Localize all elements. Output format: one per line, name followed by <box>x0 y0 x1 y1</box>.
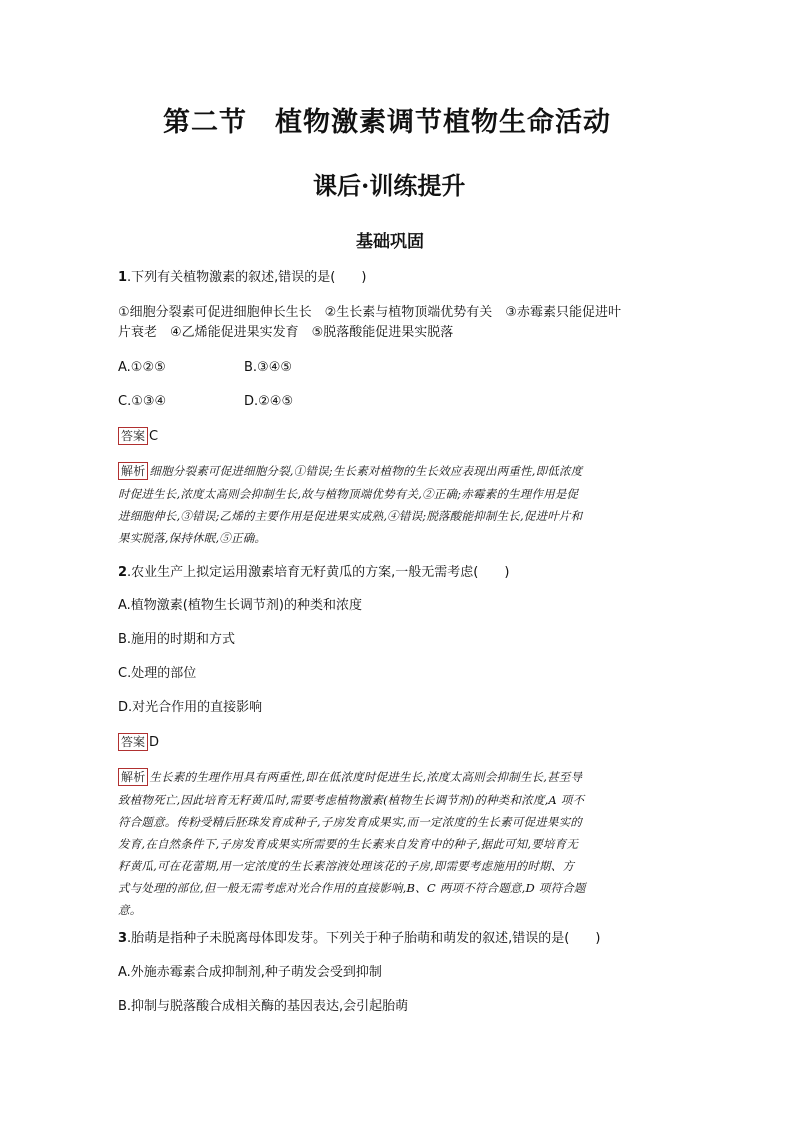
q1-answer <box>118 427 158 445</box>
q2-analysis-line-6: 式与处理的部位,但一般无需考虑对光合作用的直接影响,B、C 两项不符合题意,D 项符合题 <box>118 881 586 895</box>
page-title: 第二节 植物激素调节植物生命活动 <box>163 107 611 138</box>
q1-stem <box>118 268 366 288</box>
q1-analysis-text-1: 细胞分裂素可促进细胞分裂,①错误;生长素对植物的生长效应表现出两重性,即低浓度 <box>149 464 583 478</box>
q2-option-a: A.植物激素(植物生长调节剂)的种类和浓度 <box>118 598 362 613</box>
q1-answer-value: C <box>149 429 159 444</box>
q3-option-a: A.外施赤霉素合成抑制剂,种子萌发会受到抑制 <box>118 965 382 980</box>
q1-option-d: D.②④⑤ <box>244 394 294 409</box>
q2-analysis-line-3: 符合题意。传粉受精后胚珠发育成种子,子房发育成果实,而一定浓度的生长素可促进果实的 <box>118 815 583 829</box>
q1-statements-line-1: ①细胞分裂素可促进细胞伸长生长 ②生长素与植物顶端优势有关 ③赤霉素只能促进叶 <box>118 305 621 320</box>
q2-analysis-line-7: 意。 <box>118 903 142 917</box>
answer-tag: 答案 <box>118 427 148 445</box>
q1-analysis-line-1 <box>118 462 582 480</box>
q1-analysis-line-4: 果实脱落,保持休眠,⑤正确。 <box>118 531 267 545</box>
q1-stem-text: .下列有关植物激素的叙述,错误的是( ) <box>127 270 367 285</box>
page-subtitle: 课后·训练提升 <box>313 171 466 200</box>
q2-analysis-text-1: 生长素的生理作用具有两重性,即在低浓度时促进生长,浓度太高则会抑制生长,甚至导 <box>149 770 583 784</box>
q1-number: 1 <box>118 270 128 285</box>
q1-option-c: C.①③④ <box>118 394 167 409</box>
q2-analysis-line-5: 籽黄瓜,可在花蕾期,用一定浓度的生长素溶液处理该花的子房,即需要考虑施用的时期、方 <box>118 859 575 873</box>
q3-stem <box>118 929 600 949</box>
q1-analysis-line-2: 时促进生长,浓度太高则会抑制生长,故与植物顶端优势有关,②正确;赤霉素的生理作用是促 <box>118 487 579 501</box>
q2-analysis-line-2: 致植物死亡,因此培育无籽黄瓜时,需要考虑植物激素(植物生长调节剂)的种类和浓度,A 项不 <box>118 793 585 807</box>
q2-option-c: C.处理的部位 <box>118 666 197 681</box>
answer-tag: 答案 <box>118 733 148 751</box>
q2-option-b: B.施用的时期和方式 <box>118 632 236 647</box>
analysis-tag: 解析 <box>118 462 148 480</box>
q1-option-b: B.③④⑤ <box>244 360 293 375</box>
q2-number: 2 <box>118 565 128 580</box>
q2-answer-value: D <box>149 735 160 750</box>
q2-analysis-line-1 <box>118 768 582 786</box>
q3-number: 3 <box>118 931 128 946</box>
q1-option-a: A.①②⑤ <box>118 360 166 375</box>
q1-analysis-line-3: 进细胞伸长,③错误;乙烯的主要作用是促进果实成熟,④错误;脱落酸能抑制生长,促进叶片和 <box>118 509 583 523</box>
q3-option-b: B.抑制与脱落酸合成相关酶的基因表达,会引起胎萌 <box>118 999 409 1014</box>
q2-stem <box>118 563 509 583</box>
q3-stem-text: .胎萌是指种子未脱离母体即发芽。下列关于种子胎萌和萌发的叙述,错误的是( ) <box>127 931 601 946</box>
analysis-tag: 解析 <box>118 768 148 786</box>
q2-answer <box>118 733 159 751</box>
q2-stem-text: .农业生产上拟定运用激素培育无籽黄瓜的方案,一般无需考虑( ) <box>127 565 510 580</box>
q2-option-d: D.对光合作用的直接影响 <box>118 700 263 715</box>
section-heading: 基础巩固 <box>356 232 424 252</box>
q1-statements-line-2: 片衰老 ④乙烯能促进果实发育 ⑤脱落酸能促进果实脱落 <box>118 325 454 340</box>
q2-analysis-line-4: 发育,在自然条件下,子房发育成果实所需要的生长素来自发育中的种子,据此可知,要培育无 <box>118 837 579 851</box>
